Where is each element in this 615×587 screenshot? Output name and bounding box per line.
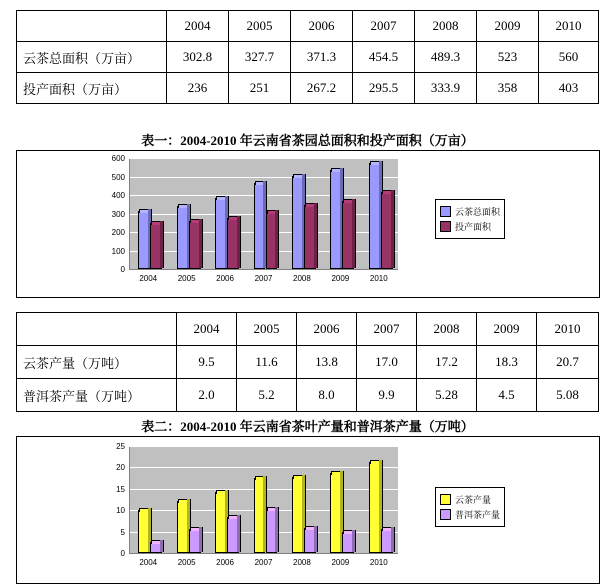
chart-tea-output xyxy=(16,436,600,584)
chart-bar xyxy=(254,183,266,269)
table-header-cell: 2004 xyxy=(177,313,237,346)
chart-bar-side xyxy=(199,527,203,552)
table-cell: 327.7 xyxy=(229,42,291,73)
chart-bar xyxy=(330,473,342,553)
table-cell: 454.5 xyxy=(353,42,415,73)
chart-bar xyxy=(304,528,316,553)
table-cell: 17.2 xyxy=(417,346,477,379)
chart-x-tick-label: 2010 xyxy=(369,558,388,567)
chart-bar xyxy=(330,170,342,269)
table-cell: 9.9 xyxy=(357,379,417,412)
legend-item xyxy=(440,205,500,218)
chart-y-tick-label: 200 xyxy=(111,228,125,237)
chart-legend xyxy=(435,199,505,239)
table-cell: 18.3 xyxy=(477,346,537,379)
table-cell: 489.3 xyxy=(415,42,477,73)
chart-bar xyxy=(292,477,304,553)
chart-gridline xyxy=(130,446,398,447)
table-header-cell: 2008 xyxy=(417,313,477,346)
table-header-cell: 2005 xyxy=(237,313,297,346)
legend-item xyxy=(440,220,500,233)
chart-bar-side xyxy=(199,219,203,268)
chart-plot-area xyxy=(129,159,398,270)
chart-y-tick-label: 300 xyxy=(111,209,125,219)
chart-x-tick-label: 2010 xyxy=(369,274,388,283)
chart-bar-side xyxy=(237,216,241,268)
chart-y-tick-label: 100 xyxy=(111,246,125,256)
chart-bar-side xyxy=(275,210,279,268)
table-header-cell: 2009 xyxy=(477,313,537,346)
row-label: 云茶总面积（万亩） xyxy=(17,42,167,73)
table-cell: 371.3 xyxy=(291,42,353,73)
caption-table-2: 表二：2004-2010 年云南省茶叶产量和普洱茶产量（万吨） xyxy=(141,419,474,434)
legend-swatch xyxy=(440,509,451,520)
table-cell: 523 xyxy=(477,42,539,73)
table-row xyxy=(17,42,599,73)
table-cell: 2.0 xyxy=(177,379,237,412)
legend-swatch xyxy=(440,206,451,217)
chart-bar xyxy=(189,221,201,269)
table-header-cell: 2006 xyxy=(297,313,357,346)
table-tea-area xyxy=(16,10,599,104)
table-cell: 4.5 xyxy=(477,379,537,412)
table-cell: 9.5 xyxy=(177,346,237,379)
chart-bar xyxy=(177,501,189,553)
chart-bar-side xyxy=(314,203,318,268)
chart-bar-side xyxy=(391,190,395,268)
chart-bar xyxy=(227,218,239,269)
chart-bar xyxy=(189,529,201,553)
chart-y-tick-label: 20 xyxy=(116,463,125,473)
table-header-cell: 2004 xyxy=(167,11,229,42)
chart-x-tick-label: 2007 xyxy=(254,558,273,567)
chart-x-tick-label: 2009 xyxy=(331,558,350,567)
table-header-cell xyxy=(17,11,167,42)
chart-x-tick-label: 2004 xyxy=(139,558,158,567)
table-cell: 13.8 xyxy=(297,346,357,379)
legend-label: 云茶总面积 xyxy=(455,207,501,217)
chart-bar xyxy=(266,212,278,269)
chart-y-tick-label: 25 xyxy=(116,442,125,451)
table-cell: 5.2 xyxy=(237,379,297,412)
chart-y-tick-label: 10 xyxy=(116,506,125,516)
chart-bar xyxy=(304,205,316,269)
chart-bar xyxy=(266,509,278,553)
chart-gridline xyxy=(130,177,398,178)
chart-bar xyxy=(227,517,239,553)
table-cell: 358 xyxy=(477,73,539,104)
chart-x-tick-label: 2007 xyxy=(254,274,273,283)
chart-bar-side xyxy=(314,526,318,552)
chart-y-tick-label: 400 xyxy=(111,191,125,200)
chart-bar xyxy=(254,478,266,553)
table-header-cell: 2008 xyxy=(415,11,477,42)
chart-x-tick-label: 2009 xyxy=(331,274,350,283)
chart-tea-area xyxy=(16,150,600,298)
legend-label: 云茶产量 xyxy=(455,495,492,505)
chart-bar xyxy=(342,532,354,553)
chart-bar-side xyxy=(275,507,279,552)
table-cell: 403 xyxy=(539,73,599,104)
table-cell: 20.7 xyxy=(537,346,599,379)
table-header-cell: 2010 xyxy=(539,11,599,42)
table-cell: 5.28 xyxy=(417,379,477,412)
legend-label: 投产面积 xyxy=(455,222,492,232)
table-header-cell xyxy=(17,313,177,346)
chart-bar xyxy=(342,201,354,269)
chart-bar xyxy=(215,198,227,269)
table-cell: 236 xyxy=(167,73,229,104)
caption-table-1: 表一：2004-2010 年云南省茶园总面积和投产面积（万亩） xyxy=(141,133,474,148)
legend-label: 普洱茶产量 xyxy=(455,510,501,520)
chart-bar xyxy=(381,192,393,269)
table-row xyxy=(17,313,599,346)
row-label: 普洱茶产量（万吨） xyxy=(17,379,177,412)
legend-item xyxy=(440,508,500,521)
chart-bar xyxy=(381,529,393,553)
chart-y-tick-label: 600 xyxy=(111,154,125,163)
table-cell: 267.2 xyxy=(291,73,353,104)
table-row xyxy=(17,11,599,42)
table-header-cell: 2010 xyxy=(537,313,599,346)
table-row xyxy=(17,379,599,412)
chart-y-tick-label: 0 xyxy=(120,265,125,274)
table-tea-output xyxy=(16,312,599,412)
chart-bar-side xyxy=(237,515,241,552)
chart-gridline xyxy=(130,467,398,468)
chart-x-tick-label: 2008 xyxy=(293,558,311,567)
table-cell: 5.08 xyxy=(537,379,599,412)
row-label: 投产面积（万亩） xyxy=(17,73,167,104)
chart-x-tick-label: 2005 xyxy=(177,558,196,567)
chart-x-tick-label: 2004 xyxy=(139,274,158,283)
table-header-cell: 2006 xyxy=(291,11,353,42)
table-cell: 8.0 xyxy=(297,379,357,412)
chart-bar-side xyxy=(160,221,164,268)
table-row xyxy=(17,73,599,104)
table-row xyxy=(17,346,599,379)
legend-swatch xyxy=(440,221,451,232)
chart-bar xyxy=(138,510,150,553)
chart-y-tick-label: 15 xyxy=(116,484,125,494)
chart-bar-side xyxy=(352,199,356,268)
chart-x-tick-label: 2005 xyxy=(177,274,196,283)
table-cell: 11.6 xyxy=(237,346,297,379)
chart-gridline xyxy=(130,158,398,159)
legend-swatch xyxy=(440,494,451,505)
chart-bar xyxy=(215,492,227,553)
chart-y-tick-label: 5 xyxy=(120,527,125,537)
table-cell: 17.0 xyxy=(357,346,417,379)
table-cell: 251 xyxy=(229,73,291,104)
table-header-cell: 2009 xyxy=(477,11,539,42)
chart-bar xyxy=(369,163,381,269)
chart-x-tick-label: 2006 xyxy=(216,274,234,283)
chart-bar xyxy=(150,223,162,269)
chart-bar xyxy=(177,206,189,269)
chart-bar xyxy=(292,176,304,269)
chart-plot-area xyxy=(129,447,398,554)
chart-bar xyxy=(150,542,162,553)
legend-item xyxy=(440,493,500,506)
chart-legend xyxy=(435,487,505,527)
chart-y-tick-label: 500 xyxy=(111,172,125,182)
chart-x-tick-label: 2008 xyxy=(293,274,311,283)
chart-y-tick-label: 0 xyxy=(120,549,125,558)
table-header-cell: 2007 xyxy=(353,11,415,42)
table-header-cell: 2007 xyxy=(357,313,417,346)
chart-bar-side xyxy=(391,527,395,552)
row-label: 云茶产量（万吨） xyxy=(17,346,177,379)
table-cell: 295.5 xyxy=(353,73,415,104)
table-cell: 302.8 xyxy=(167,42,229,73)
chart-bar-side xyxy=(160,540,164,552)
chart-bar xyxy=(369,462,381,553)
chart-bar-side xyxy=(352,530,356,552)
chart-bar xyxy=(138,211,150,269)
table-cell: 333.9 xyxy=(415,73,477,104)
table-cell: 560 xyxy=(539,42,599,73)
chart-x-tick-label: 2006 xyxy=(216,558,234,567)
table-header-cell: 2005 xyxy=(229,11,291,42)
